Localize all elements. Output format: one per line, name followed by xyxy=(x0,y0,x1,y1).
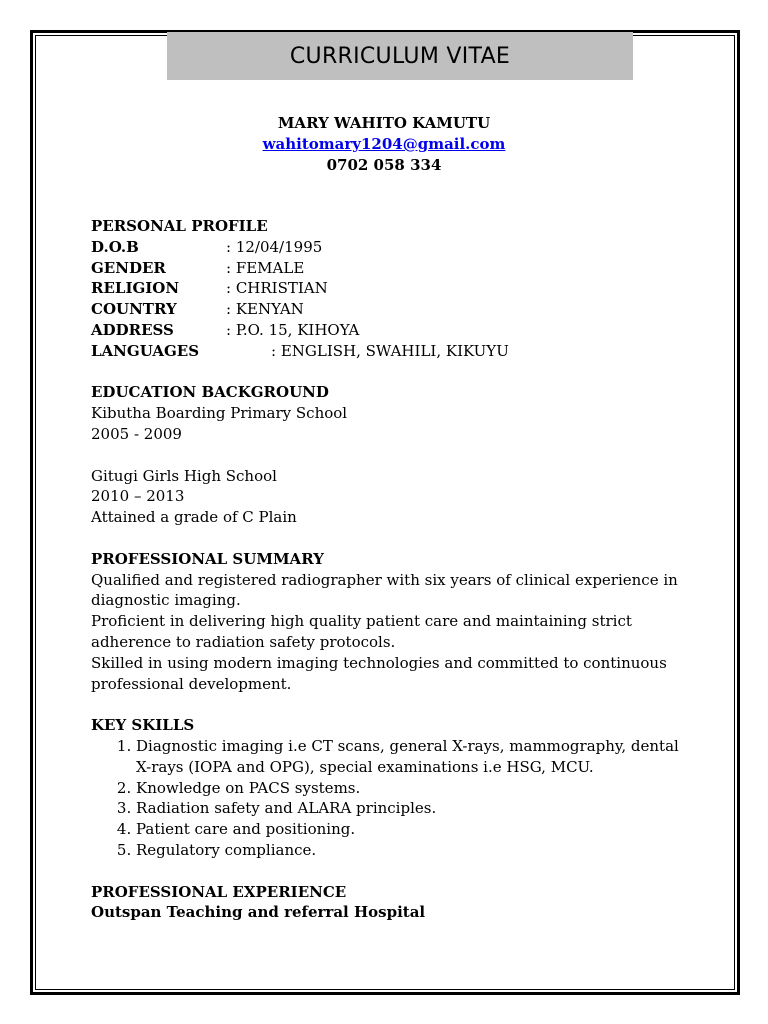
profile-key: LANGUAGES xyxy=(91,341,200,360)
profile-row-languages xyxy=(91,341,691,362)
high-school-grade: Attained a grade of C Plain xyxy=(91,508,297,527)
profile-value: : KENYAN xyxy=(226,300,304,319)
section-heading-experience: PROFESSIONAL EXPERIENCE xyxy=(91,882,347,901)
skill-item: 2. Knowledge on PACS systems. xyxy=(136,778,691,799)
summary-paragraph: Qualified and registered radiographer with six years of clinical experience in diagnostic imaging. xyxy=(91,570,678,610)
profile-value: : FEMALE xyxy=(226,258,305,277)
contact-header xyxy=(0,113,768,176)
section-heading-summary: PROFESSIONAL SUMMARY xyxy=(91,549,324,568)
section-heading-personal-profile: PERSONAL PROFILE xyxy=(91,217,268,235)
profile-key: COUNTRY xyxy=(91,300,177,319)
phone-number: 0702 058 334 xyxy=(326,156,442,174)
profile-row-country xyxy=(91,299,691,320)
profile-key: GENDER xyxy=(91,258,166,277)
email-link[interactable]: wahitomary1204@gmail.com xyxy=(262,135,506,153)
primary-school: Kibutha Boarding Primary School xyxy=(91,404,348,423)
employer-name: Outspan Teaching and referral Hospital xyxy=(91,903,426,922)
candidate-name: MARY WAHITO KAMUTU xyxy=(277,114,491,132)
section-heading-key-skills: KEY SKILLS xyxy=(91,716,195,735)
high-school-years: 2010 – 2013 xyxy=(91,487,185,506)
profile-key: RELIGION xyxy=(91,279,180,298)
profile-key: ADDRESS xyxy=(91,320,174,339)
summary-paragraph: Proficient in delivering high quality patient care and maintaining strict adherence to radiation safety protocols. xyxy=(91,612,632,651)
profile-value: : ENGLISH, SWAHILI, KIKUYU xyxy=(271,341,509,360)
skills-list xyxy=(91,736,691,861)
document-title: CURRICULUM VITAE xyxy=(167,32,633,80)
profile-row-religion xyxy=(91,278,691,299)
profile-value: : CHRISTIAN xyxy=(226,279,328,298)
skill-item: 1. Diagnostic imaging i.e CT scans, general X-rays, mammography, dental X-rays (IOPA and OPG), special examinations i.e HSG, MCU. xyxy=(136,736,691,778)
profile-row-gender xyxy=(91,258,691,279)
profile-key: D.O.B xyxy=(91,237,139,256)
skill-item: 4. Patient care and positioning. xyxy=(136,819,691,840)
high-school: Gitugi Girls High School xyxy=(91,466,277,485)
profile-value: : 12/04/1995 xyxy=(226,237,323,256)
cv-body xyxy=(91,216,691,923)
profile-row-dob xyxy=(91,237,691,258)
skill-item: 5. Regulatory compliance. xyxy=(136,840,691,861)
profile-value: : P.O. 15, KIHOYA xyxy=(226,320,360,339)
section-heading-education: EDUCATION BACKGROUND xyxy=(91,383,329,402)
profile-row-address xyxy=(91,320,691,341)
skill-item: 3. Radiation safety and ALARA principles. xyxy=(136,798,691,819)
summary-paragraph: Skilled in using modern imaging technologies and committed to continuous professional development. xyxy=(91,653,667,693)
primary-years: 2005 - 2009 xyxy=(91,424,182,443)
